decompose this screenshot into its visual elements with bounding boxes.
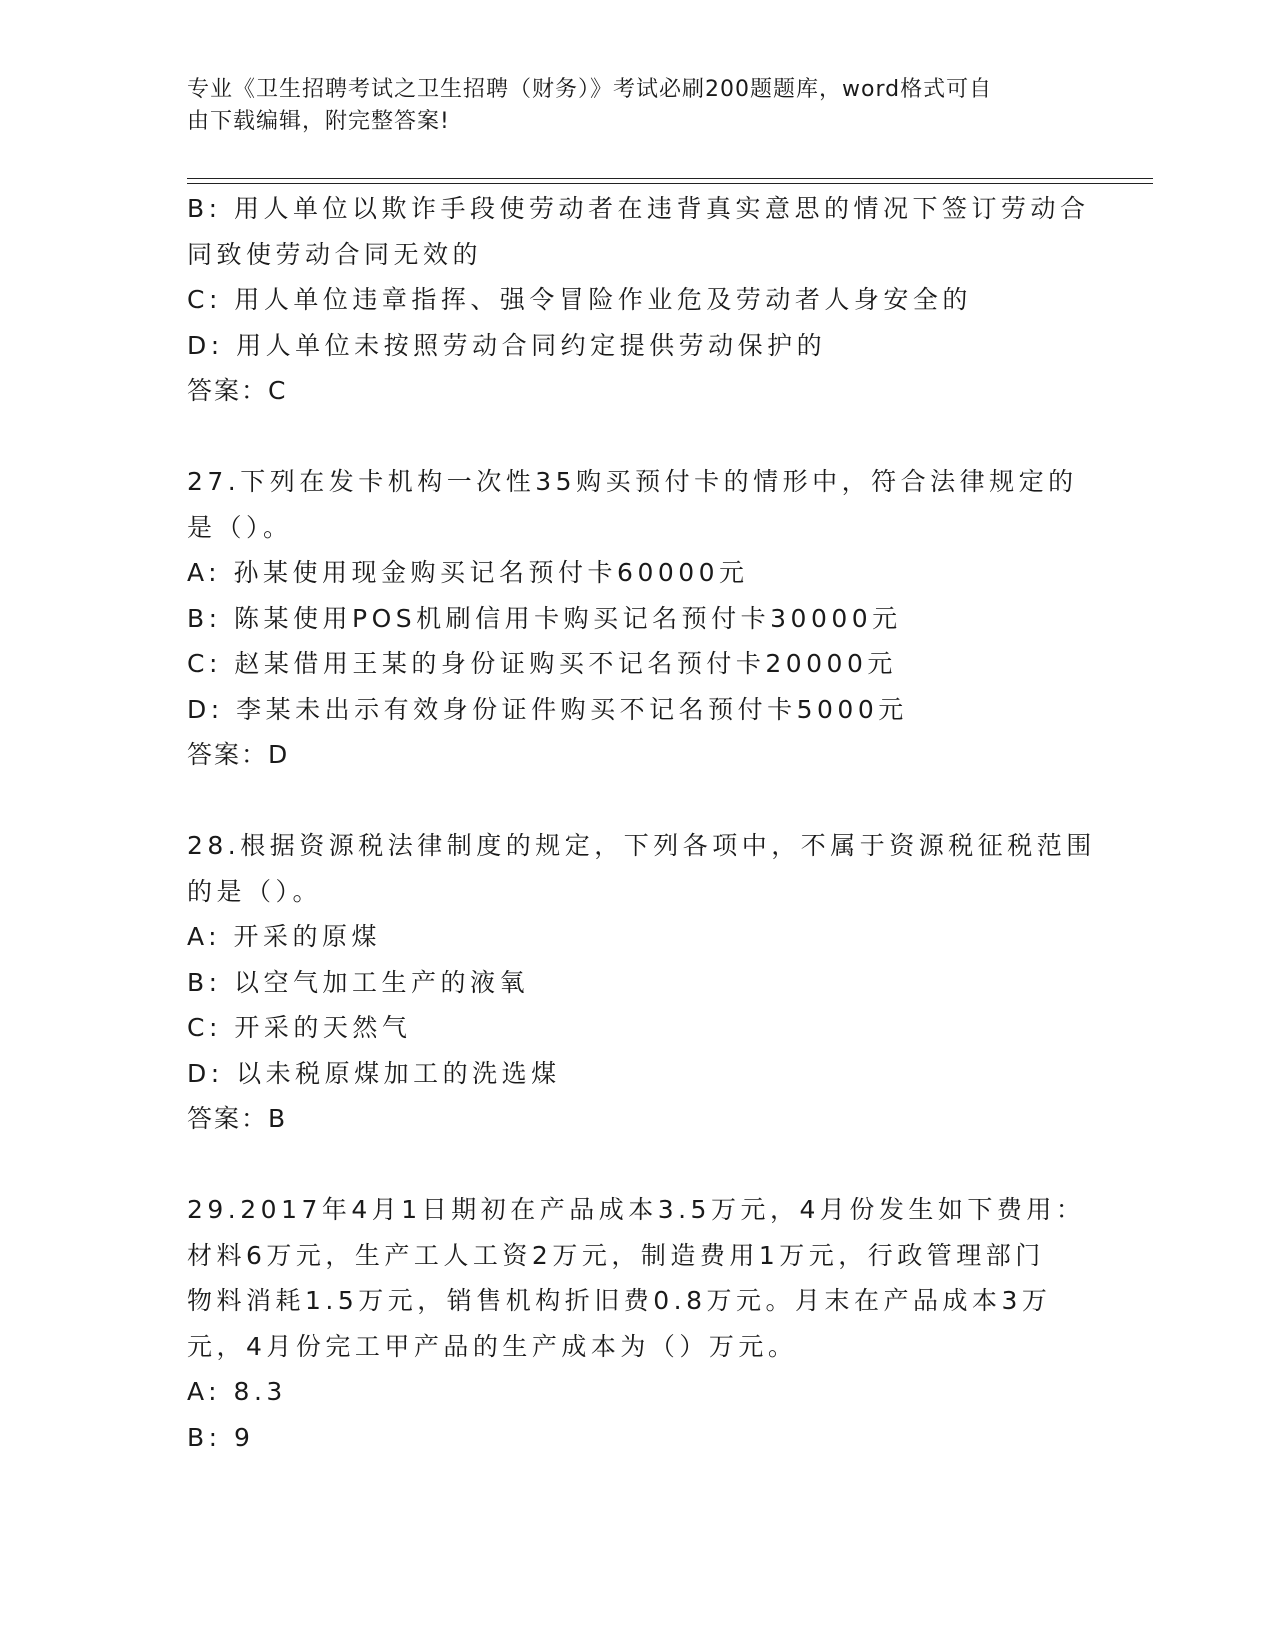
option-d: D: 用人单位未按照劳动合同约定提供劳动保护的: [187, 330, 827, 360]
question-stem-line-1: 28.根据资源税法律制度的规定，下列各项中，不属于资源税征税范围: [187, 831, 1096, 860]
option-a: A: 8.3: [187, 1377, 287, 1406]
header-rule-bottom: [187, 183, 1153, 184]
question-stem-line-1: 27.下列在发卡机构一次性35购买预付卡的情形中，符合法律规定的: [187, 467, 1078, 496]
question-stem-line-3: 物料消耗1.5万元，销售机构折旧费0.8万元。月末在产品成本3万: [187, 1286, 1052, 1315]
option-c: C: 赵某借用王某的身份证购买不记名预付卡20000元: [187, 649, 897, 678]
option-a: A: 开采的原煤: [187, 922, 382, 951]
option-b: B: 陈某使用POS机刷信用卡购买记名预付卡30000元: [187, 603, 902, 633]
option-b-line-2: 同致使劳动合同无效的: [187, 239, 483, 269]
option-b-line-1: B: 用人单位以欺诈手段使劳动者在违背真实意思的情况下签订劳动合: [187, 194, 1090, 223]
question-28: [187, 823, 1096, 1142]
header-line-1: 专业《卫生招聘考试之卫生招聘（财务）》考试必刷200题题库，word格式可自: [187, 77, 993, 102]
option-b: B: 9: [187, 1422, 255, 1452]
answer: 答案：D: [187, 740, 290, 769]
question-stem-line-2: 材料6万元，生产工人工资2万元，制造费用1万元，行政管理部门: [187, 1240, 1045, 1270]
question-stem-line-4: 元，4月份完工甲产品的生产成本为（）万元。: [187, 1331, 798, 1361]
spacer: [187, 1142, 1087, 1188]
option-c: C: 用人单位违章指挥、强令冒险作业危及劳动者人身安全的: [187, 285, 972, 314]
option-a: A: 孙某使用现金购买记名预付卡60000元: [187, 558, 749, 587]
spacer: [187, 414, 1087, 460]
question-27: [187, 459, 1087, 778]
question-stem-line-2: 的是（）。: [187, 876, 323, 906]
answer: 答案：C: [187, 376, 288, 405]
header-rule-top: [187, 178, 1153, 179]
question-26: [187, 186, 1090, 414]
header-line-2: 由下载编辑，附完整答案!: [187, 109, 450, 134]
answer: 答案：B: [187, 1104, 288, 1133]
spacer: [187, 778, 1087, 824]
question-stem-line-2: 是（）。: [187, 512, 293, 542]
question-29: [187, 1187, 1087, 1460]
option-b: B: 以空气加工生产的液氧: [187, 967, 530, 997]
option-c: C: 开采的天然气: [187, 1013, 412, 1042]
option-d: D: 李某未出示有效身份证件购买不记名预付卡5000元: [187, 694, 908, 724]
option-d: D: 以未税原煤加工的洗选煤: [187, 1058, 561, 1088]
question-stem-line-1: 29.2017年4月1日期初在产品成本3.5万元，4月份发生如下费用：: [187, 1195, 1086, 1224]
document-header: [187, 74, 1067, 138]
document-body: [187, 186, 1096, 1460]
